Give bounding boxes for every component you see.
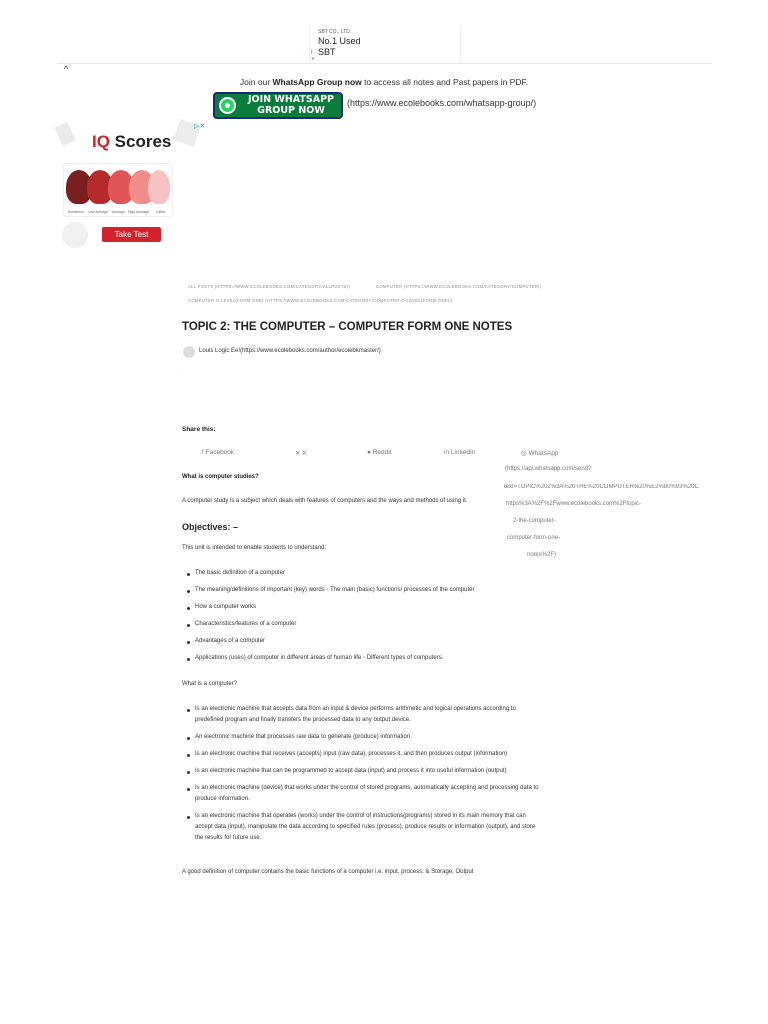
list-item: How a computer works <box>183 602 474 613</box>
definition-line: Is an electronic machine that can be programmed to accept data (input) and process it into useful information (output) <box>195 768 507 774</box>
question-what-is-computer: What is a computer? <box>182 681 238 687</box>
ad-info-icon[interactable]: i <box>311 49 313 56</box>
iq-scores-advertisement[interactable] <box>58 122 208 252</box>
banner-text <box>241 95 341 116</box>
list-item: The meaning/definitions of important (key) words ◦ The main (basic) functions/ processes of the computer <box>183 585 474 596</box>
whatsapp-share-url-line[interactable]: https%3A%2F%2Fwww.ecolebooks.com%2Ftopic- <box>506 501 642 507</box>
list-item <box>183 766 539 777</box>
chevron-up-icon[interactable]: ^ <box>64 64 69 74</box>
iq-heads-chart <box>63 163 173 217</box>
banner-line2: GROUP NOW <box>257 104 325 116</box>
objectives-intro: This unit is intended to enable students to understand: <box>182 545 327 551</box>
definition-line: Is an electronic machine that accepts data from an input & device performs arithmetic and logical operations according to <box>195 706 516 712</box>
share-linkedin-label: LinkedIn <box>450 449 476 456</box>
list-item: Advantages of a computer <box>183 636 474 647</box>
whatsapp-icon: ◎ <box>521 450 529 457</box>
definition-line: Is an electronic machine that operates (works) under the control of instructions(programs) stored in its main memory that can <box>195 813 526 819</box>
list-item <box>183 704 539 726</box>
objectives-heading: Objectives: – <box>182 522 239 532</box>
whatsapp-share-url-line[interactable]: (https://api.whatsapp.com/send? <box>505 466 592 472</box>
list-item <box>183 783 539 805</box>
iq-head-5 <box>148 170 170 204</box>
top-advertisement[interactable] <box>309 25 461 63</box>
share-label: Share this: <box>182 426 216 433</box>
join-whatsapp-text <box>0 77 768 87</box>
banner-line1: JOIN WHATSAPP <box>247 94 335 105</box>
list-item: The basic definition of a computer <box>183 568 474 579</box>
breadcrumb-computer[interactable]: COMPUTER (HTTPS://WWW.ECOLEBOOKS.COM/CATEGORY/COMPUTER/) <box>376 284 542 289</box>
join-whatsapp-banner[interactable] <box>213 92 343 119</box>
scores-word: Scores <box>109 132 172 151</box>
good-definition-text: A good definition of computer contains the basic functions of a computer i.e. input, process, & Storage, Output <box>182 869 474 875</box>
iq-label: Average <box>112 210 125 214</box>
list-item <box>183 732 539 743</box>
breadcrumb-all-posts[interactable]: ALL POSTS (HTTPS://WWW.ECOLEBOOKS.COM/CATEGORY/ALLPOSTS/) <box>188 284 350 289</box>
share-whatsapp-button[interactable] <box>521 449 558 457</box>
definitions-list <box>183 704 539 844</box>
reddit-icon: ● <box>367 449 373 456</box>
share-reddit-button[interactable] <box>367 449 392 456</box>
separator-dot: . <box>183 370 185 375</box>
whatsapp-icon <box>219 97 236 114</box>
definition-line: produce information. <box>195 796 250 802</box>
list-item <box>183 749 539 760</box>
objectives-list <box>183 568 474 664</box>
join-suffix: to access all notes and Past papers in PDF. <box>361 77 529 87</box>
whatsapp-share-url-line[interactable]: computer-form-one- <box>507 535 561 541</box>
ad-line2: SBT <box>318 47 336 57</box>
top-divider <box>58 63 712 64</box>
definition-line: the results for future use. <box>195 835 262 841</box>
whatsapp-group-url[interactable]: (https://www.ecolebooks.com/whatsapp-group/) <box>347 98 537 108</box>
question-computer-studies: What is computer studies? <box>182 474 259 480</box>
iq-label: Low Average <box>88 210 109 214</box>
definition-line: Is an electronic machine that receives (accepts) input (raw data), processes it, and then produces output (information) <box>195 751 508 757</box>
x-icon: ✕ <box>295 450 303 457</box>
facebook-icon: f <box>202 449 206 456</box>
list-item <box>183 811 539 844</box>
ad-close-icon[interactable]: ▷✕ <box>194 123 206 130</box>
answer-computer-studies: A computer study is a subject which deals with features of computers and the ways and methods of using it. <box>182 498 468 504</box>
share-x-label: X <box>302 450 307 457</box>
join-prefix: Join our <box>239 77 273 87</box>
whatsapp-share-url-line[interactable]: text=TOPIC%202%3A%20THE%20COMPUTER%20%E2%80%93%20C <box>504 484 699 490</box>
whatsapp-share-url-line[interactable]: 2-the-computer- <box>513 518 556 524</box>
whatsapp-share-url-line[interactable]: notes%2F) <box>527 552 557 558</box>
share-facebook-button[interactable] <box>202 449 234 456</box>
list-item: Applications (uses) of computer in different areas of human life ◦ Different types of computers. <box>183 653 474 664</box>
ad-line1: No.1 Used <box>318 36 361 46</box>
share-facebook-label: Facebook <box>205 449 235 456</box>
share-reddit-label: Reddit <box>372 449 392 456</box>
author-link[interactable]: Louis Logic Ee!(https://www.ecolebooks.com/author/ecolebkmaster/) <box>199 348 381 354</box>
list-item: Characteristics/features of a computer <box>183 619 474 630</box>
iq-ad-title <box>92 132 171 152</box>
definition-line: Is an electronic machine (device) that works under the control of stored programs, automatically accepting and processing data to <box>195 785 539 791</box>
ad-company: SBT CO., LTD. <box>318 29 352 35</box>
definition-line: An electronic machine that processes raw data to generate (produce) information. <box>195 734 412 740</box>
share-x-button[interactable] <box>295 449 307 457</box>
iq-label: Gifted <box>156 210 166 214</box>
share-whatsapp-label: WhatsApp <box>528 450 559 457</box>
iq-label: Borderline <box>68 210 84 214</box>
page-title: TOPIC 2: THE COMPUTER – COMPUTER FORM ONE NOTES <box>182 321 513 333</box>
breadcrumb-computer-o-level[interactable]: COMPUTER O LEVEL(FORM ONE) (HTTPS://WWW.ECOLEBOOKS.COM/CATEGORY/COMPUTER-O-LEVEL(FORM-ONE)/) <box>188 298 453 303</box>
iq-word: IQ <box>92 132 110 151</box>
whatsapp-group-link[interactable]: WhatsApp Group now <box>272 77 362 87</box>
share-linkedin-button[interactable] <box>444 449 475 456</box>
take-test-button[interactable]: Take Test <box>102 227 161 242</box>
ad-close-icon[interactable]: × <box>311 56 316 63</box>
iq-label: High Average <box>128 210 149 214</box>
ad-decoration <box>62 222 88 248</box>
definition-line: predefined program and finally transfers the processed data to any output device. <box>195 717 411 723</box>
definition-line: accept data (input), manipulate the data according to specified rules (process), produce results or information (output), and store <box>195 824 536 830</box>
author-avatar <box>183 346 195 358</box>
linkedin-icon: in <box>444 449 451 456</box>
ad-decoration <box>54 122 75 146</box>
